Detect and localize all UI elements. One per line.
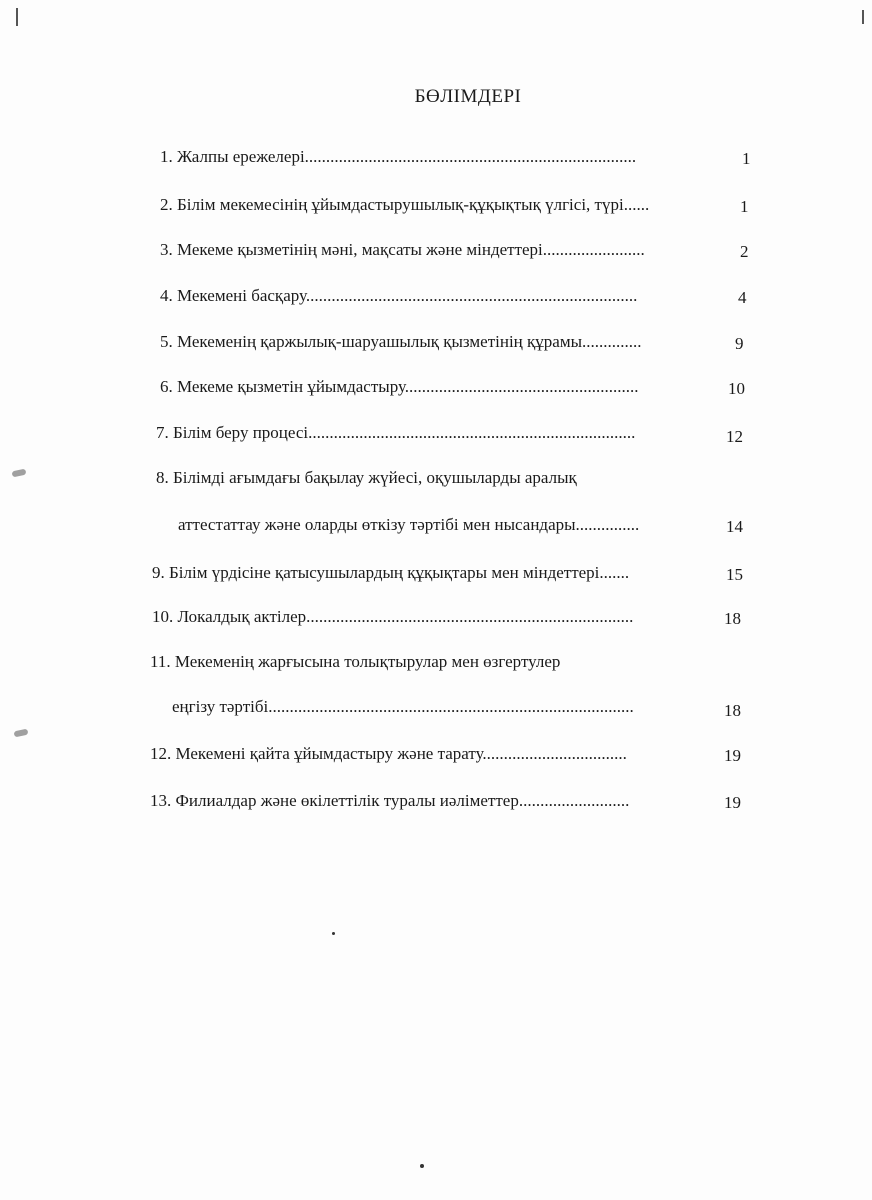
toc-entry-page: 19 [724, 746, 741, 765]
toc-entry [160, 146, 636, 168]
toc-entry-page: 19 [724, 793, 741, 812]
toc-entry-label: 11. Мекеменің жарғысына толықтырулар мен өзгертулер [150, 652, 561, 671]
punch-hole-mark [14, 729, 29, 738]
toc-entry [150, 651, 560, 673]
toc-entry-label: 13. Филиалдар және өкілеттілік туралы иәліметтер [150, 791, 519, 810]
toc-entry-leader: ....... [599, 563, 630, 582]
toc-entry-leader: ............................................................................. [308, 423, 636, 442]
toc-entry-leader: ............... [575, 515, 640, 534]
toc-entry-continuation [172, 696, 634, 718]
toc-entry-leader: .............................................................................. [305, 286, 638, 305]
page-title: БӨЛІМДЕРІ [414, 86, 522, 107]
punch-hole-mark [12, 469, 27, 478]
toc-entry-leader: .............. [582, 332, 642, 351]
toc-entry-label: 7. Білім беру процесі [156, 423, 309, 442]
scan-edge-mark-left [16, 8, 18, 26]
scan-speck [420, 1164, 424, 1168]
toc-entry-label: 3. Мекеме қызметінің мәні, мақсаты және міндеттері [160, 240, 543, 259]
toc-entry [156, 422, 635, 444]
toc-entry [150, 743, 627, 765]
toc-entry [156, 467, 577, 489]
toc-entry [152, 606, 633, 628]
toc-entry-continuation [178, 514, 639, 536]
toc-entry-page: 18 [724, 701, 741, 720]
toc-entry-page: 9 [735, 334, 744, 353]
toc-entry [150, 790, 629, 812]
toc-entry-label: 8. Білімді ағымдағы бақылау жүйесі, оқушыларды аралық [156, 468, 577, 487]
toc-entry-label: 6. Мекеме қызметін ұйымдастыру [160, 377, 405, 396]
toc-entry-label: 4. Мекемені басқару [160, 286, 306, 305]
toc-entry-label: 12. Мекемені қайта ұйымдастыру және тарату [150, 744, 483, 763]
toc-entry-page: 10 [728, 379, 745, 398]
toc-entry-page: 1 [740, 197, 749, 216]
toc-entry-page: 18 [724, 609, 741, 628]
toc-entry-leader: ............................................................................. [306, 607, 634, 626]
toc-entry-leader: ....................................................... [404, 377, 639, 396]
toc-entry [160, 285, 637, 307]
toc-entry-label: 2. Білім мекемесінің ұйымдастырушылық-құқықтық үлгісі, түрі [160, 195, 624, 214]
toc-entry [160, 331, 642, 353]
toc-entry-leader: .......................... [518, 791, 630, 810]
scan-speck [332, 932, 335, 935]
toc-entry-page: 15 [726, 565, 743, 584]
toc-entry-label: еңгізу тәртібі [172, 697, 269, 716]
toc-entry-leader: .............................................................................. [304, 147, 637, 166]
toc-entry-leader: ........................ [542, 240, 645, 259]
scan-edge-mark-right [862, 10, 864, 24]
toc-entry-label: 9. Білім үрдісіне қатысушылардың құқықтары мен міндеттері [152, 563, 600, 582]
toc-entry-leader: ...................................................................................... [268, 697, 634, 716]
toc-entry-page: 1 [742, 149, 751, 168]
toc-entry [152, 562, 629, 584]
toc-entry [160, 194, 649, 216]
toc-entry-page: 2 [740, 242, 749, 261]
toc-entry-label: 10. Локалдық актілер [152, 607, 307, 626]
toc-entry-page: 14 [726, 517, 743, 536]
toc-entry [160, 376, 639, 398]
toc-entry-leader: .................................. [482, 744, 627, 763]
toc-entry-page: 4 [738, 288, 747, 307]
toc-entry-label: аттестаттау және оларды өткізу тәртібі мен нысандары [178, 515, 576, 534]
toc-entry-page: 12 [726, 427, 743, 446]
toc-entry-leader: ...... [623, 195, 650, 214]
toc-entry-label: 1. Жалпы ережелері [160, 147, 305, 166]
toc-entry [160, 239, 645, 261]
toc-entry-label: 5. Мекеменің қаржылық-шаруашылық қызметінің құрамы [160, 332, 583, 351]
